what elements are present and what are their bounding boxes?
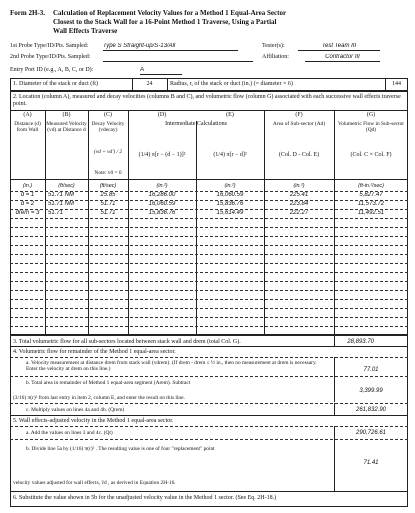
radius-value[interactable]: 144 — [392, 81, 401, 87]
table-cell-c[interactable] — [88, 246, 128, 254]
unit-b: (ft/sec) — [58, 183, 75, 189]
col-letter-a: (A) — [23, 112, 32, 118]
table-cell-c[interactable] — [88, 309, 128, 317]
table-cell-c[interactable] — [88, 228, 128, 236]
table-cell-f[interactable] — [264, 291, 334, 299]
radius-label: Radius, r, of the stack or duct (in.) (= diameter × 6) — [170, 81, 293, 87]
table-cell-b[interactable]: 51.71 NM — [48, 192, 75, 198]
table-cell-b[interactable] — [48, 300, 88, 308]
probe2-label: 2nd Probe Type/ID/Pts. Sampled: — [10, 54, 91, 60]
table-cell-g[interactable] — [334, 309, 408, 317]
table-cell-c[interactable] — [88, 273, 128, 281]
table-cell-b[interactable] — [48, 246, 88, 254]
col-letter-c: (C) — [104, 112, 112, 118]
table-cell-b[interactable] — [48, 327, 88, 335]
table-cell-e[interactable]: 16,060.59 — [216, 192, 244, 198]
table-cell-c[interactable] — [88, 264, 128, 272]
table-cell-e[interactable] — [196, 273, 264, 281]
s3-label: 3. Total volumetric flow for all sub-sectors located between stack wall and drem (total Col. G). — [13, 339, 241, 345]
form-number: Form 2H-3. — [10, 9, 45, 17]
table-cell-g[interactable] — [334, 264, 408, 272]
table-cell-g[interactable] — [334, 282, 408, 290]
table-cell-b[interactable] — [48, 273, 88, 281]
probe1-input[interactable] — [103, 42, 238, 50]
table-cell-f[interactable] — [264, 318, 334, 326]
col-letter-f: (F) — [295, 112, 303, 118]
table-cell-f[interactable] — [264, 300, 334, 308]
table-cell-c[interactable]: 51.71 — [100, 210, 116, 216]
table-cell-d[interactable] — [128, 318, 196, 326]
formula-c: (vd + vd′) / 2 — [93, 149, 123, 155]
table-cell-g[interactable]: 5,827.47 — [359, 192, 383, 198]
s4a-value[interactable]: 77.01 — [363, 367, 379, 373]
table-cell-g[interactable] — [334, 219, 408, 227]
table-cell-a[interactable] — [10, 282, 45, 290]
unit-d: (in.²) — [156, 183, 168, 189]
s4b-label-2: (3/16) π(r)² from last entry in item 2, column E, and enter the result on this line. — [13, 395, 185, 401]
table-cell-a[interactable] — [10, 219, 45, 227]
table-cell-c[interactable] — [88, 318, 128, 326]
table-cell-c[interactable]: 51.71 — [100, 201, 116, 207]
probe1-label: 1st Probe Type/ID/Pts. Sampled: — [10, 43, 89, 49]
s4c-value[interactable]: 261,832.90 — [355, 407, 387, 413]
table-cell-c[interactable]: 25.85 — [100, 192, 116, 198]
table-cell-e[interactable] — [196, 282, 264, 290]
s5b-label-2: velocity values adjusted for wall effects, v̄d , as derived in Equation 2H-16. — [13, 480, 176, 486]
table-cell-a[interactable] — [10, 309, 45, 317]
table-cell-g[interactable] — [334, 300, 408, 308]
table-cell-c[interactable] — [88, 327, 128, 335]
unit-a: (in.) — [22, 183, 33, 189]
table-cell-a[interactable] — [10, 246, 45, 254]
probe2-input[interactable] — [103, 53, 253, 61]
table-cell-d[interactable] — [128, 282, 196, 290]
table-cell-b[interactable] — [48, 282, 88, 290]
table-cell-a[interactable] — [10, 237, 45, 245]
affiliation-label: Affiliation: — [262, 54, 289, 60]
table-cell-b[interactable] — [48, 228, 88, 236]
s5a-value[interactable]: 290,726.61 — [355, 430, 387, 436]
table-cell-e[interactable] — [196, 318, 264, 326]
form-title-line-3: Wall Effects Traverse — [53, 27, 118, 35]
table-cell-g[interactable] — [334, 228, 408, 236]
table-cell-g[interactable] — [334, 246, 408, 254]
table-cell-b[interactable] — [48, 255, 88, 263]
table-cell-e[interactable] — [196, 327, 264, 335]
table-cell-d[interactable] — [128, 255, 196, 263]
s6-label: 6. Substitute the value shown in 5b for the unadjusted velocity value in the Method 1 sector. (See Eq. 2H-18.) — [13, 495, 277, 501]
col-letter-d: (D) — [157, 112, 167, 118]
table-cell-f[interactable] — [264, 228, 334, 236]
table-cell-f[interactable]: 222.27 — [289, 210, 309, 216]
table-cell-b[interactable] — [48, 264, 88, 272]
col-title-b: Measured Velocity (vd) at Distance d — [46, 121, 87, 134]
table-cell-e[interactable]: 15,614.49 — [216, 210, 244, 216]
s4b-label-1: b. Total area in remainder of Method 1 equal-area segment (Arem). Subtract — [26, 380, 191, 386]
table-cell-e[interactable] — [196, 219, 264, 227]
table-cell-g[interactable]: 11,492.51 — [357, 210, 385, 216]
form-title-line-2: Closest to the Stack Wall for a 16-Point Method 1 Traverse, Using a Partial — [53, 18, 277, 26]
table-cell-f[interactable] — [264, 237, 334, 245]
tester-field[interactable] — [298, 42, 380, 51]
table-cell-g[interactable] — [334, 273, 408, 281]
unit-f: (in.²) — [293, 183, 305, 189]
table-cell-e[interactable]: 15,836.76 — [216, 201, 244, 207]
table-cell-f[interactable] — [264, 219, 334, 227]
row2-description: 2. Location (column A), measured and decay velocities (columns B and C), and volumetric flow (column G) associated with each successive wall effects traverse point. — [13, 94, 401, 107]
diameter-value[interactable]: 24 — [146, 81, 153, 87]
table-cell-g[interactable] — [334, 291, 408, 299]
table-cell-e[interactable] — [196, 246, 264, 254]
tester-label: Tester(s): — [262, 43, 285, 49]
table-cell-a[interactable] — [10, 255, 45, 263]
probe1-field[interactable] — [103, 42, 238, 51]
table-cell-d[interactable] — [128, 246, 196, 254]
table-cell-c[interactable] — [88, 300, 128, 308]
table-cell-f[interactable] — [264, 264, 334, 272]
table-cell-f[interactable] — [264, 273, 334, 281]
table-cell-g[interactable] — [334, 255, 408, 263]
table-cell-d[interactable] — [128, 291, 196, 299]
table-cell-a[interactable] — [10, 300, 45, 308]
table-cell-a[interactable]: d = 2 — [20, 201, 35, 207]
table-cell-d[interactable] — [128, 309, 196, 317]
table-cell-c[interactable] — [88, 219, 128, 227]
table-cell-d[interactable] — [128, 273, 196, 281]
table-cell-e[interactable] — [196, 300, 264, 308]
table-cell-a[interactable] — [10, 228, 45, 236]
col-title-c: Decay Velocity (vdecay) — [91, 121, 125, 134]
table-cell-b[interactable] — [48, 309, 88, 317]
s3-value[interactable]: 28,893.70 — [347, 339, 374, 345]
table-cell-a[interactable]: d = 1 — [20, 192, 35, 198]
table-cell-d[interactable]: 16,060.59 — [148, 201, 176, 207]
s5b-label-1: b. Divide line 5a by (1/16) π(r)² . The resulting value is one of four "replacement" point — [26, 446, 215, 452]
table-cell-c[interactable] — [88, 291, 128, 299]
unit-g: (ft-in.²/sec) — [358, 183, 384, 189]
table-cell-f[interactable] — [264, 255, 334, 263]
table-cell-b[interactable] — [48, 291, 88, 299]
table-cell-f[interactable] — [264, 309, 334, 317]
table-cell-b[interactable]: 51.71 — [48, 210, 64, 216]
col-title-a: Distance (d) from Wall — [14, 121, 41, 134]
entry-port-field[interactable] — [140, 66, 182, 75]
entry-port-input[interactable] — [140, 66, 182, 74]
table-cell-b[interactable] — [48, 318, 88, 326]
s5a-label: a. Add the values on lines 3 and 4c. (Qt) — [26, 430, 113, 436]
table-cell-e[interactable] — [196, 291, 264, 299]
unit-e: (in.²) — [224, 183, 236, 189]
table-cell-d[interactable] — [128, 237, 196, 245]
table-cell-g[interactable]: 11,573.72 — [357, 201, 385, 207]
table-cell-d[interactable] — [128, 327, 196, 335]
table-cell-a[interactable] — [10, 273, 45, 281]
formula-f: (Col. D - Col. E) — [278, 152, 320, 158]
table-cell-a[interactable]: drem = 3 — [15, 210, 40, 216]
table-cell-b[interactable] — [48, 219, 88, 227]
col-title-intermediate: Intermediate Calculations — [165, 121, 227, 127]
table-cell-f[interactable] — [264, 327, 334, 335]
table-cell-a[interactable] — [10, 264, 45, 272]
unit-c: (ft/sec) — [99, 183, 117, 189]
table-cell-d[interactable]: 15,836.76 — [148, 210, 176, 216]
table-cell-a[interactable] — [10, 318, 45, 326]
s4c-label: c. Multiply values on lines 4a and 4b. (Qrem) — [26, 407, 125, 413]
s4b-value[interactable]: 3,399.99 — [359, 388, 383, 394]
s4a-label: a. Velocity measurement at distance drem from stack wall (vdrem). (If drem - drem ≤ ½ in., then no measurement at drem is necessary. Enter the velocity at drem on this line.) — [26, 360, 317, 373]
entry-port-label: Entry Port ID (e.g., A, B, C, or D): — [10, 67, 94, 73]
table-cell-g[interactable] — [334, 318, 408, 326]
form-title-line-1: Calculation of Replacement Velocity Values for a Method 1 Equal-Area Sector — [53, 9, 287, 17]
col-letter-g: (G) — [366, 112, 376, 118]
table-cell-d[interactable] — [128, 300, 196, 308]
s4-label: 4. Volumetric flow for remainder of the Method 1 equal-area sector. — [13, 349, 176, 355]
col-letter-e: (E) — [226, 112, 234, 118]
note-c: Note: v0 = 0 — [94, 170, 122, 176]
table-cell-f[interactable]: 223.84 — [289, 201, 309, 207]
table-cell-d[interactable] — [128, 228, 196, 236]
formula-g: (Col. C × Col. F) — [350, 152, 392, 158]
formula-d: (1/4) π[r − (d − 1)]² — [138, 152, 186, 158]
table-cell-e[interactable] — [196, 237, 264, 245]
probe2-field[interactable] — [103, 53, 253, 62]
col-title-f: Area of Sub-sector (Ad) — [272, 121, 326, 127]
table-cell-c[interactable] — [88, 255, 128, 263]
table-cell-c[interactable] — [88, 282, 128, 290]
table-cell-d[interactable] — [128, 219, 196, 227]
formula-e: (1/4) π[r − d]² — [213, 152, 247, 158]
diameter-label: 1. Diameter of the stack or duct (ft) — [13, 81, 98, 87]
table-cell-d[interactable] — [128, 264, 196, 272]
table-cell-f[interactable] — [264, 282, 334, 290]
table-cell-e[interactable] — [196, 264, 264, 272]
tester-input[interactable] — [298, 42, 380, 50]
affiliation-field[interactable] — [305, 53, 380, 62]
col-title-g: Volumetric Flow in Sub-sector (Qd) — [337, 121, 405, 134]
table-cell-a[interactable] — [10, 291, 45, 299]
table-cell-e[interactable] — [196, 255, 264, 263]
table-cell-b[interactable] — [48, 237, 88, 245]
table-cell-a[interactable] — [10, 327, 45, 335]
s5b-value[interactable]: 71.41 — [363, 460, 379, 466]
affiliation-input[interactable] — [305, 53, 380, 61]
table-cell-b[interactable]: 51.71 NM — [48, 201, 75, 207]
table-cell-g[interactable] — [334, 327, 408, 335]
table-cell-d[interactable]: 16,286.00 — [148, 192, 176, 198]
table-cell-c[interactable] — [88, 237, 128, 245]
table-cell-f[interactable]: 225.41 — [289, 192, 309, 198]
table-cell-g[interactable] — [334, 237, 408, 245]
table-cell-e[interactable] — [196, 228, 264, 236]
table-cell-e[interactable] — [196, 309, 264, 317]
s5-label: 5. Wall effects-adjusted velocity in the Method 1 equal-area sector. — [13, 418, 174, 424]
col-letter-b: (B) — [62, 112, 71, 118]
table-cell-f[interactable] — [264, 246, 334, 254]
